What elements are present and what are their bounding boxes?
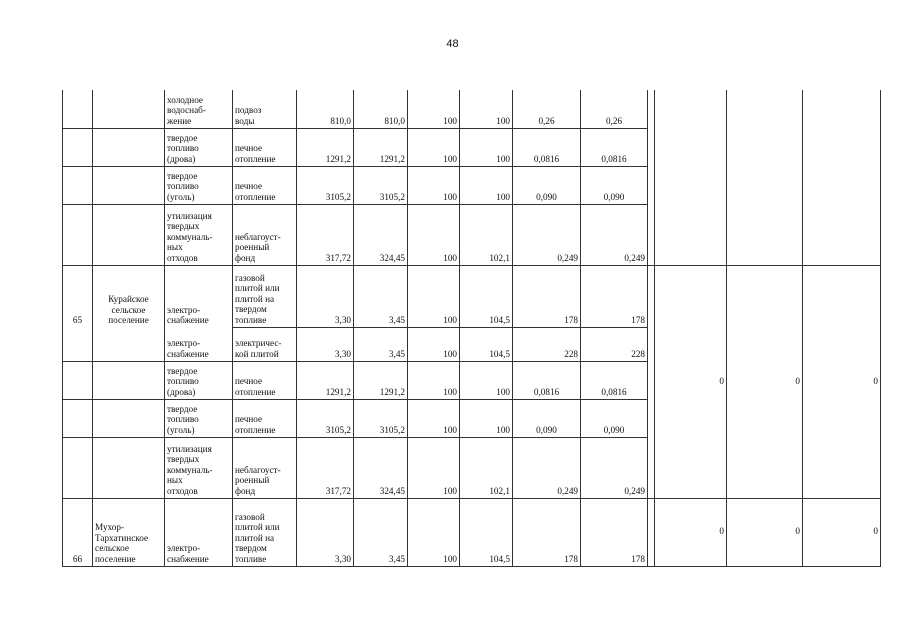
value-5: 0,090 xyxy=(513,399,581,437)
spacer-cell xyxy=(648,498,655,566)
value-2: 1291,2 xyxy=(354,128,408,166)
value-1: 3,30 xyxy=(297,498,354,566)
value-1: 3,30 xyxy=(297,265,354,327)
usage-purpose: печное отопление xyxy=(233,128,297,166)
row-number: 65 xyxy=(63,265,93,327)
value-4: 100 xyxy=(460,128,513,166)
value-2: 324,45 xyxy=(354,437,408,498)
settlement-name xyxy=(93,128,165,166)
row-number xyxy=(63,90,93,128)
usage-purpose: неблагоуст- роенный фонд xyxy=(233,437,297,498)
settlement-name xyxy=(93,399,165,437)
value-3: 100 xyxy=(408,498,460,566)
value-2: 324,45 xyxy=(354,204,408,265)
resource-type: электро- снабжение xyxy=(165,265,233,327)
usage-purpose: печное отопление xyxy=(233,361,297,399)
value-3: 100 xyxy=(408,437,460,498)
group-66-value-2: 0 xyxy=(727,498,803,566)
resource-type: утилизация твердых коммуналь- ных отходов xyxy=(165,204,233,265)
row-number xyxy=(63,128,93,166)
row-number xyxy=(63,399,93,437)
usage-purpose: печное отопление xyxy=(233,399,297,437)
value-6: 0,090 xyxy=(581,166,648,204)
value-1: 317,72 xyxy=(297,437,354,498)
value-4: 104,5 xyxy=(460,265,513,327)
value-5: 0,249 xyxy=(513,437,581,498)
table-row xyxy=(63,90,881,128)
value-3: 100 xyxy=(408,128,460,166)
value-6: 0,0816 xyxy=(581,128,648,166)
row-number xyxy=(63,327,93,361)
extra-cell-2 xyxy=(727,90,803,265)
value-3: 100 xyxy=(408,166,460,204)
row-number xyxy=(63,361,93,399)
group-65-value-3: 0 xyxy=(803,265,881,498)
value-6: 228 xyxy=(581,327,648,361)
usage-purpose: электричес- кой плитой xyxy=(233,327,297,361)
resource-type: твердое топливо (уголь) xyxy=(165,399,233,437)
value-2: 3,45 xyxy=(354,498,408,566)
table-row xyxy=(63,265,881,327)
value-2: 3105,2 xyxy=(354,166,408,204)
value-6: 0,249 xyxy=(581,204,648,265)
resource-type: твердое топливо (дрова) xyxy=(165,361,233,399)
group-65-value-2: 0 xyxy=(727,265,803,498)
value-1: 1291,2 xyxy=(297,361,354,399)
value-2: 3105,2 xyxy=(354,399,408,437)
value-1: 1291,2 xyxy=(297,128,354,166)
value-3: 100 xyxy=(408,204,460,265)
value-3: 100 xyxy=(408,265,460,327)
settlement-name xyxy=(93,204,165,265)
row-number xyxy=(63,437,93,498)
value-5: 178 xyxy=(513,265,581,327)
value-4: 100 xyxy=(460,90,513,128)
value-4: 100 xyxy=(460,361,513,399)
value-1: 3105,2 xyxy=(297,166,354,204)
value-1: 810,0 xyxy=(297,90,354,128)
value-6: 0,0816 xyxy=(581,361,648,399)
resource-type: холодное водоснаб- жение xyxy=(165,90,233,128)
value-2: 1291,2 xyxy=(354,361,408,399)
resource-type: утилизация твердых коммуналь- ных отходов xyxy=(165,437,233,498)
value-5: 0,090 xyxy=(513,166,581,204)
value-2: 810,0 xyxy=(354,90,408,128)
value-3: 100 xyxy=(408,361,460,399)
value-6: 0,26 xyxy=(581,90,648,128)
row-number: 66 xyxy=(63,498,93,566)
value-1: 317,72 xyxy=(297,204,354,265)
row-number xyxy=(63,166,93,204)
value-4: 102,1 xyxy=(460,204,513,265)
table-row xyxy=(63,498,881,566)
row-number xyxy=(63,204,93,265)
value-6: 178 xyxy=(581,265,648,327)
settlement-name xyxy=(93,166,165,204)
group-66-value-1: 0 xyxy=(655,498,727,566)
value-1: 3,30 xyxy=(297,327,354,361)
value-5: 0,0816 xyxy=(513,361,581,399)
value-2: 3,45 xyxy=(354,327,408,361)
resource-type: электро- снабжение xyxy=(165,327,233,361)
usage-purpose: газовой плитой или плитой на твердом топливе xyxy=(233,265,297,327)
page-number: 48 xyxy=(446,38,459,50)
extra-cell-3 xyxy=(803,90,881,265)
value-3: 100 xyxy=(408,90,460,128)
value-5: 0,26 xyxy=(513,90,581,128)
resource-type: твердое топливо (дрова) xyxy=(165,128,233,166)
usage-purpose: печное отопление xyxy=(233,166,297,204)
settlement-name xyxy=(93,361,165,399)
resource-type: электро- снабжение xyxy=(165,498,233,566)
value-1: 3105,2 xyxy=(297,399,354,437)
value-2: 3,45 xyxy=(354,265,408,327)
value-6: 0,090 xyxy=(581,399,648,437)
value-4: 102,1 xyxy=(460,437,513,498)
usage-purpose: подвоз воды xyxy=(233,90,297,128)
value-3: 100 xyxy=(408,327,460,361)
value-4: 100 xyxy=(460,166,513,204)
value-3: 100 xyxy=(408,399,460,437)
group-66-value-3: 0 xyxy=(803,498,881,566)
value-6: 0,249 xyxy=(581,437,648,498)
tariff-table xyxy=(62,90,881,567)
value-4: 100 xyxy=(460,399,513,437)
value-5: 0,0816 xyxy=(513,128,581,166)
value-6: 178 xyxy=(581,498,648,566)
settlement-name: Курайское сельское поселение xyxy=(93,265,165,327)
settlement-name xyxy=(93,437,165,498)
value-4: 104,5 xyxy=(460,498,513,566)
settlement-name xyxy=(93,327,165,361)
resource-type: твердое топливо (уголь) xyxy=(165,166,233,204)
spacer-cell xyxy=(648,90,655,265)
usage-purpose: неблагоуст- роенный фонд xyxy=(233,204,297,265)
settlement-name xyxy=(93,90,165,128)
value-4: 104,5 xyxy=(460,327,513,361)
group-65-value-1: 0 xyxy=(655,265,727,498)
settlement-name: Мухор- Тархатинское сельское поселение xyxy=(93,498,165,566)
spacer-cell xyxy=(648,265,655,498)
extra-cell-1 xyxy=(655,90,727,265)
value-5: 178 xyxy=(513,498,581,566)
value-5: 0,249 xyxy=(513,204,581,265)
usage-purpose: газовой плитой или плитой на твердом топливе xyxy=(233,498,297,566)
value-5: 228 xyxy=(513,327,581,361)
